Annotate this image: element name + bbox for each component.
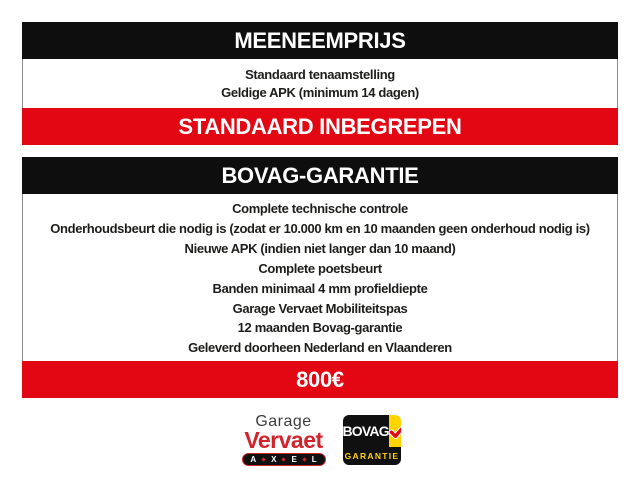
bovag-garantie-header [22, 157, 618, 194]
warranty-item: Geleverd doorheen Nederland en Vlaanderen [188, 340, 452, 356]
meeneemprijs-title: MEENEEMPRIJS [234, 27, 406, 53]
axel-letter: L [311, 454, 317, 464]
bovag-garantie-items [22, 194, 618, 361]
warranty-item: Complete technische controle [232, 201, 408, 216]
garage-vervaet-logo [240, 414, 328, 466]
meeneemprijs-section [22, 22, 618, 145]
bovag-logo-subtitle: GARANTIE [343, 447, 401, 465]
bovag-logo-name: BOVAG [343, 415, 389, 447]
warranty-item: Nieuwe APK (indien niet langer dan 10 maand) [184, 240, 456, 256]
warranty-item: Complete poetsbeurt [258, 260, 382, 276]
diamond-separator-icon [282, 457, 286, 461]
warranty-item: Banden minimaal 4 mm profieldiepte [212, 280, 428, 296]
bovag-logo-top [343, 415, 401, 447]
standaard-inbegrepen-banner [22, 108, 618, 145]
checkmark-icon [389, 415, 401, 447]
bovag-garantie-logo [343, 415, 401, 465]
section-divider [22, 145, 618, 157]
vervaet-logo-name-text: Vervaet [244, 427, 323, 453]
included-item: Geldige APK (minimum 14 dagen) [221, 84, 419, 100]
axel-letter: A [250, 454, 257, 464]
warranty-item: Onderhoudsbeurt die nodig is (zodat er 10.000 km en 10 maanden geen onderhoud nodig is) [50, 220, 590, 236]
bovag-garantie-section [22, 157, 618, 398]
axel-letter: X [271, 454, 277, 464]
logos-row [22, 414, 618, 466]
price-banner [22, 361, 618, 398]
diamond-separator-icon [261, 457, 265, 461]
warranty-item: 12 maanden Bovag-garantie [237, 320, 403, 336]
standaard-inbegrepen-label: STANDAARD INBEGREPEN [178, 113, 462, 139]
axel-letter: E [291, 454, 297, 464]
meeneemprijs-header [22, 22, 618, 59]
diamond-separator-icon [302, 457, 306, 461]
axel-badge [242, 453, 326, 466]
warranty-item: Garage Vervaet Mobiliteitspas [232, 300, 408, 316]
vervaet-logo-garage-text: Garage [255, 413, 312, 430]
included-item: Standaard tenaamstelling [245, 67, 395, 82]
price-value: 800€ [296, 366, 344, 392]
price-card [22, 22, 618, 466]
bovag-garantie-title: BOVAG-GARANTIE [221, 162, 419, 188]
meeneemprijs-items [22, 59, 618, 108]
